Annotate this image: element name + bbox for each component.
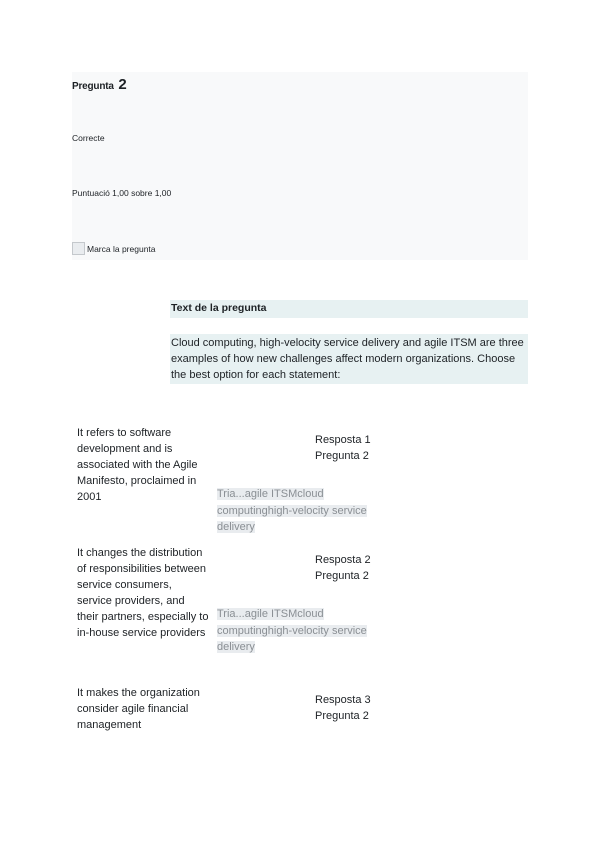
question-number: 2 <box>118 76 127 93</box>
answer-label-2 <box>315 552 371 584</box>
answer-label-3 <box>315 692 371 724</box>
statement-text-1: It refers to software development and is associated with the Agile Manifesto, proclaimed in 2001 <box>77 427 198 503</box>
answer-label-2-resposta: Resposta 2 <box>315 554 371 566</box>
statement-text-3: It makes the organization consider agile financial management <box>77 687 200 731</box>
question-heading-label: Pregunta <box>72 81 114 92</box>
flag-question-toggle[interactable] <box>72 242 156 255</box>
flag-checkbox-icon[interactable] <box>72 242 85 255</box>
question-state: Correcte <box>72 133 105 143</box>
question-text-body: Cloud computing, high-velocity service delivery and agile ITSM are three examples of how new challenges affect modern organizations. Choose the best option for each statement: <box>170 334 528 384</box>
answer-label-1-resposta: Resposta 1 <box>315 434 371 446</box>
question-info-panel <box>72 72 528 260</box>
answer-label-2-pregunta: Pregunta 2 <box>315 570 369 582</box>
answer-label-3-resposta: Resposta 3 <box>315 694 371 706</box>
statement-text-2: It changes the distribution of responsibilities between service consumers, service providers, and their partners, especially to in-house service providers <box>77 547 209 639</box>
flag-question-label: Marca la pregunta <box>87 243 156 254</box>
answer-select-1[interactable] <box>217 486 382 536</box>
answer-label-3-pregunta: Pregunta 2 <box>315 710 369 722</box>
answer-label-1-pregunta: Pregunta 2 <box>315 450 369 462</box>
question-heading <box>72 76 127 93</box>
question-grade: Puntuació 1,00 sobre 1,00 <box>72 188 172 198</box>
answer-select-2[interactable] <box>217 606 382 656</box>
answer-select-2-options[interactable]: Tria...agile ITSMcloud computinghigh-velocity service delivery <box>217 608 367 653</box>
answer-label-1 <box>315 432 371 464</box>
question-text-heading: Text de la pregunta <box>170 300 528 318</box>
answer-select-1-options[interactable]: Tria...agile ITSMcloud computinghigh-velocity service delivery <box>217 488 367 533</box>
